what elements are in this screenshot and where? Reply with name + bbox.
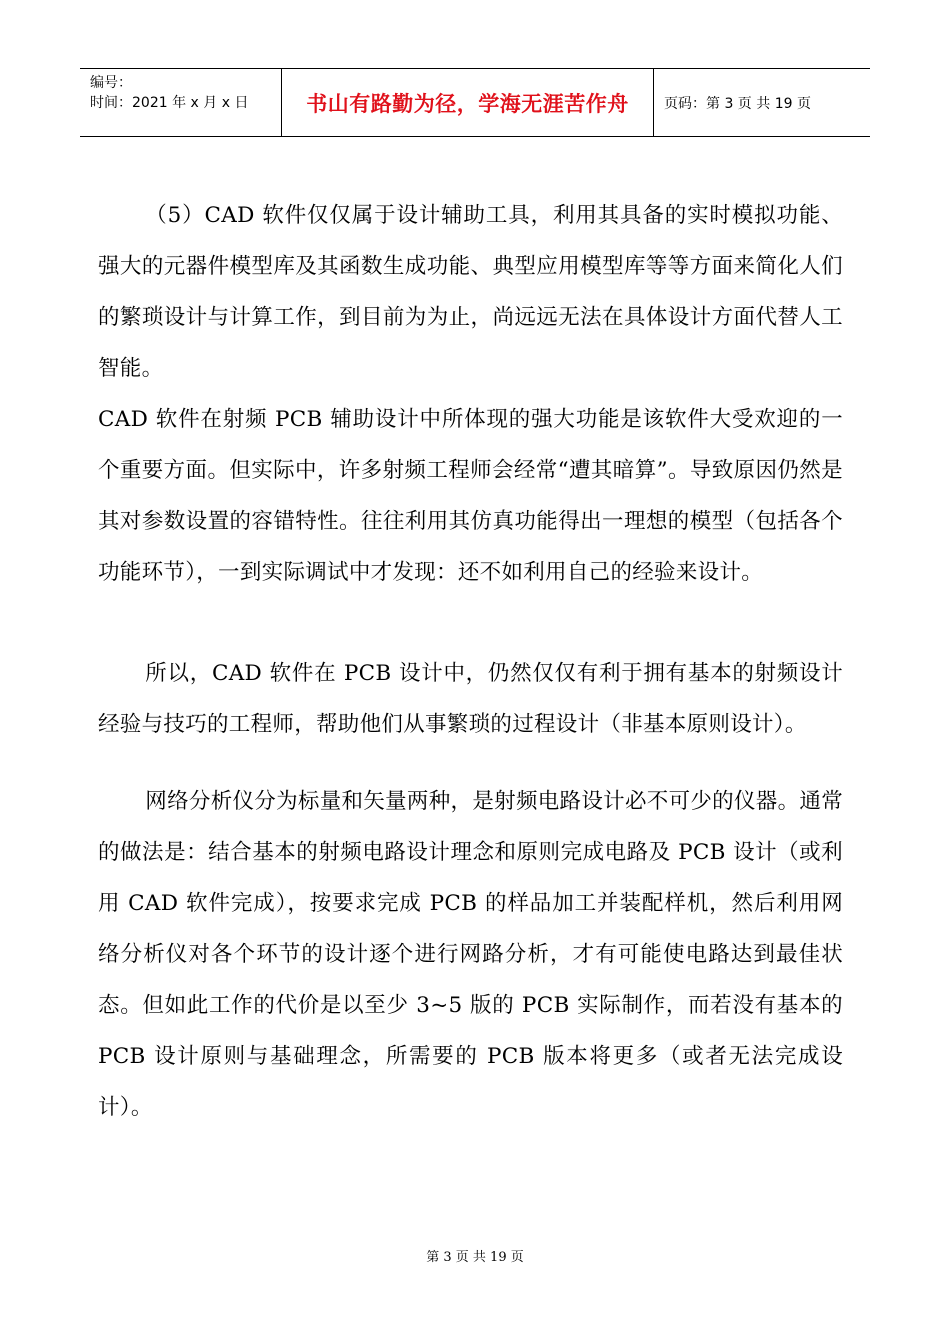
document-body [98,190,843,1133]
header-table [80,68,870,137]
header-page-cell [654,69,870,136]
header-motto-cell [282,69,654,136]
page-footer: 第 3 页 共 19 页 [426,1250,524,1265]
paragraph: （5）CAD 软件仅仅属于设计辅助工具，利用其具备的实时模拟功能、强大的元器件模型库及其函数生成功能、典型应用模型库等等方面来简化人们的繁琐设计与计算工作，到目前为为止，尚远远无法在具体设计方面代替人工智能。 [98,203,843,381]
paragraph: 所以，CAD 软件在 PCB 设计中，仍然仅仅有利于拥有基本的射频设计经验与技巧的工程师，帮助他们从事繁琐的过程设计（非基本原则设计）。 [98,661,843,737]
paragraph: CAD 软件在射频 PCB 辅助设计中所体现的强大功能是该软件大受欢迎的一个重要方面。但实际中，许多射频工程师会经常“遭其暗算”。导致原因仍然是其对参数设置的容错特性。往往利用其仿真功能得出一理想的模型（包括各个功能环节），一到实际调试中才发现：还不如利用自己的经验来设计。 [98,407,843,585]
header-meta-cell [80,69,282,136]
header-motto: 书山有路勤为径，学海无涯苦作舟 [306,91,629,116]
document-date: 时间：2021 年 x 月 x 日 [90,95,249,111]
header-page-info: 页码：第 3 页 共 19 页 [664,95,811,112]
document-number-label: 编号： [90,75,132,91]
paragraph: 网络分析仪分为标量和矢量两种，是射频电路设计必不可少的仪器。通常的做法是：结合基本的射频电路设计理念和原则完成电路及 PCB 设计（或利用 CAD 软件完成），按要求完成 PCB 的样品加工并装配样机，然后利用网络分析仪对各个环节的设计逐个进行网路分析，才有可能使电路达到最佳状态。但如此工作的代价是以至少 3~5 版的 PCB 实际制作，而若没有基本的 PCB 设计原则与基础理念，所需要的 PCB 版本将更多（或者无法完成设计）。 [98,789,843,1120]
